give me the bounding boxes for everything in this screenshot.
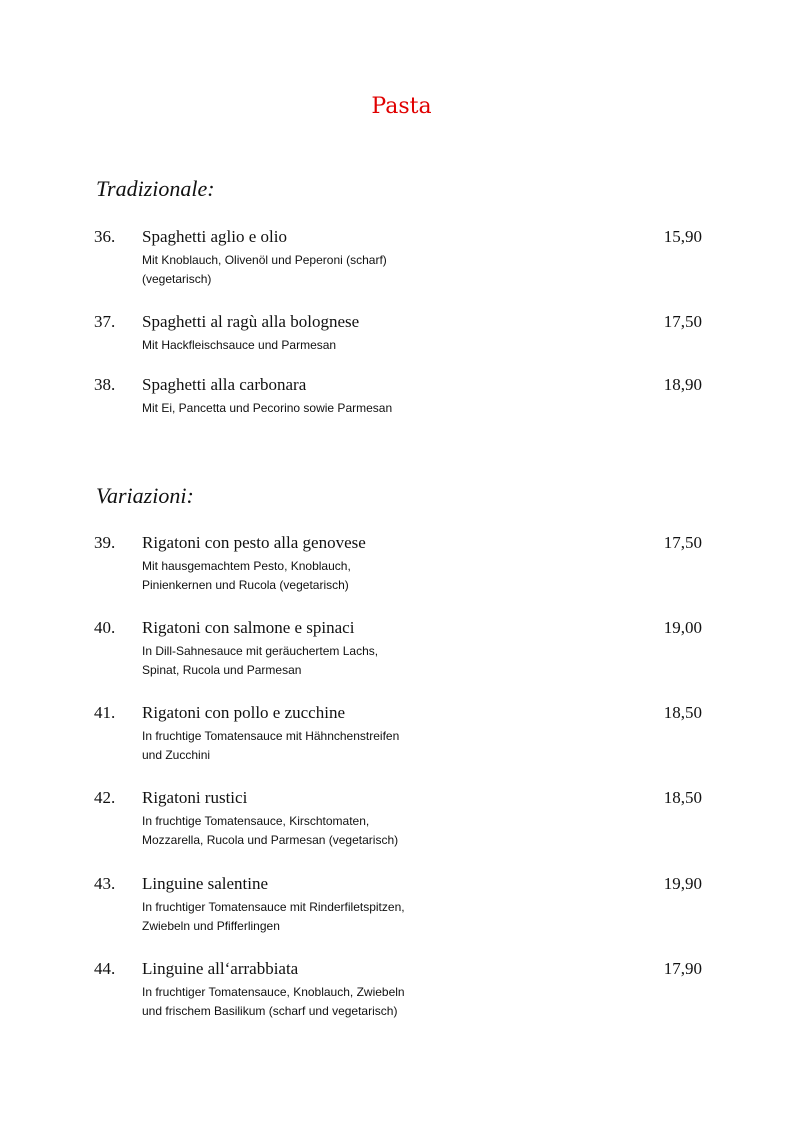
description-line: In Dill-Sahnesauce mit geräuchertem Lachs,	[142, 644, 379, 658]
description-line: Mit Ei, Pancetta und Pecorino sowie Parmesan	[142, 401, 393, 415]
item-description	[142, 336, 472, 355]
section-heading-variazioni: Variazioni:	[96, 483, 194, 508]
item-description	[142, 642, 472, 680]
item-name: Spaghetti aglio e olio	[142, 227, 287, 246]
section-heading-tradizionale: Tradizionale:	[96, 176, 215, 201]
item-name: Rigatoni rustici	[142, 788, 248, 807]
item-number: 43.	[94, 874, 116, 893]
description-line: In fruchtige Tomatensauce, Kirschtomaten,	[142, 814, 370, 828]
item-name: Rigatoni con pollo e zucchine	[142, 703, 345, 722]
item-price: 17,90	[663, 959, 702, 978]
item-description	[142, 983, 472, 1021]
description-line: und Zucchini	[142, 748, 211, 762]
item-name: Spaghetti alla carbonara	[142, 375, 307, 394]
item-name: Linguine all‘arrabbiata	[142, 959, 299, 978]
item-description	[142, 898, 472, 936]
description-line: Mit Hackfleischsauce und Parmesan	[142, 338, 337, 352]
page-title: Pasta	[371, 94, 432, 119]
item-name: Rigatoni con pesto alla genovese	[142, 533, 366, 552]
item-price: 17,50	[663, 533, 702, 552]
item-price: 18,50	[663, 703, 702, 722]
description-line: Pinienkernen und Rucola (vegetarisch)	[142, 578, 349, 592]
description-line: In fruchtiger Tomatensauce mit Rinderfiletspitzen,	[142, 900, 405, 914]
item-price: 18,90	[663, 375, 702, 394]
item-description	[142, 251, 472, 289]
item-price: 17,50	[663, 312, 702, 331]
item-price: 15,90	[663, 227, 702, 246]
description-line: Zwiebeln und Pfifferlingen	[142, 919, 280, 933]
item-price: 19,90	[663, 874, 702, 893]
description-line: Spinat, Rucola und Parmesan	[142, 663, 302, 677]
description-line: Mit hausgemachtem Pesto, Knoblauch,	[142, 559, 351, 573]
item-number: 41.	[94, 703, 116, 722]
item-name: Linguine salentine	[142, 874, 269, 893]
item-price: 18,50	[663, 788, 702, 807]
item-name: Rigatoni con salmone e spinaci	[142, 618, 355, 637]
item-price: 19,00	[663, 618, 702, 637]
description-line: und frischem Basilikum (scharf und vegetarisch)	[142, 1004, 398, 1018]
description-line: In fruchtige Tomatensauce mit Hähnchenstreifen	[142, 729, 400, 743]
description-line: Mit Knoblauch, Olivenöl und Peperoni (scharf)	[142, 253, 387, 267]
item-number: 36.	[94, 227, 116, 246]
item-number: 40.	[94, 618, 116, 637]
item-description	[142, 727, 472, 765]
item-description	[142, 812, 472, 850]
description-line: In fruchtiger Tomatensauce, Knoblauch, Zwiebeln	[142, 985, 405, 999]
item-number: 39.	[94, 533, 116, 552]
description-line: Mozzarella, Rucola und Parmesan (vegetarisch)	[142, 833, 399, 847]
description-line: (vegetarisch)	[142, 272, 212, 286]
item-description	[142, 557, 472, 595]
item-number: 38.	[94, 375, 116, 394]
item-name: Spaghetti al ragù alla bolognese	[142, 312, 360, 331]
item-description	[142, 399, 472, 418]
item-number: 37.	[94, 312, 116, 331]
item-number: 42.	[94, 788, 116, 807]
item-number: 44.	[94, 959, 116, 978]
